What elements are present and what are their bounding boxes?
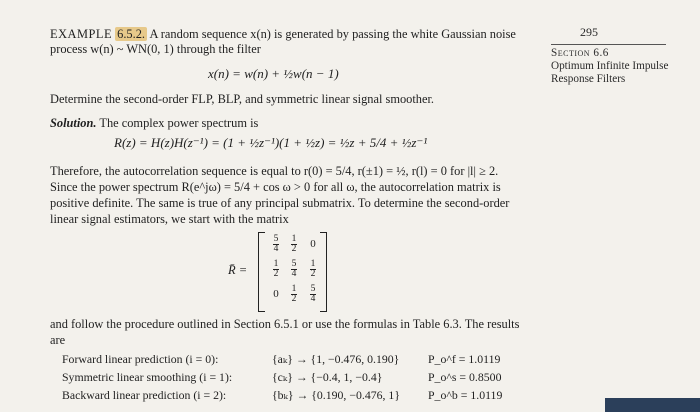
example-text-1: A random sequence x(n) is generated by passing the white Gaussian noise <box>149 27 516 41</box>
sidebar-title-2: Response Filters <box>551 73 626 85</box>
paragraph-line-3: positive definite. The same is true of any principal submatrix. To determine the second-order <box>50 196 510 210</box>
solution-label: Solution. <box>50 116 97 130</box>
result-power: P_o^s = 0.8500 <box>428 370 502 384</box>
matrix-cell: $\frac{1}{2}$ <box>273 259 279 279</box>
filter-equation: x(n) = w(n) + ½w(n − 1) <box>208 66 339 81</box>
after-line-1: and follow the procedure outlined in Section 6.5.1 or use the formulas in Table 6.3. The results <box>50 317 520 331</box>
matrix-cell: 0 <box>273 288 279 300</box>
result-coeffs: {aₖ} → {1, −0.476, 0.190} <box>272 352 400 366</box>
watermark-logo <box>605 398 700 412</box>
matrix-left-bracket <box>258 232 265 312</box>
matrix-cell: $\frac{5}{4}$ <box>273 234 279 254</box>
solution-line <box>50 116 258 131</box>
matrix-cell: $\frac{1}{2}$ <box>291 234 297 254</box>
sidebar-title-1: Optimum Infinite Impulse <box>551 60 669 72</box>
autocorrelation-matrix <box>228 232 332 312</box>
paragraph-line-1: Therefore, the autocorrelation sequence is equal to r(0) = 5/4, r(±1) = ½, r(l) = 0 for |l| ≥ 2. <box>50 164 499 178</box>
result-power: P_o^f = 1.0119 <box>428 352 501 366</box>
result-name: Symmetric linear smoothing (i = 1): <box>62 370 233 384</box>
spectrum-equation: R(z) = H(z)H(z⁻¹) = (1 + ½z⁻¹)(1 + ½z) = ½z + 5/4 + ½z⁻¹ <box>114 135 428 150</box>
sidebar-section: Section 6.6 <box>551 47 609 59</box>
result-coeffs: {cₖ} → {−0.4, 1, −0.4} <box>272 370 383 384</box>
example-label: EXAMPLE <box>50 27 113 41</box>
matrix-label: R̄ = <box>228 263 248 277</box>
matrix-cell: $\frac{5}{4}$ <box>291 259 297 279</box>
result-power: P_o^b = 1.0119 <box>428 388 503 402</box>
paragraph-line-2: Since the power spectrum R(e^jω) = 5/4 + cos ω > 0 for all ω, the autocorrelation matrix is <box>50 180 501 194</box>
matrix-cell: $\frac{1}{2}$ <box>291 284 297 304</box>
sidebar-rule <box>551 44 666 45</box>
example-line-1 <box>50 27 516 42</box>
solution-intro: The complex power spectrum is <box>99 116 259 130</box>
result-name: Backward linear prediction (i = 2): <box>62 388 227 402</box>
page-number: 295 <box>580 25 598 39</box>
matrix-cell: $\frac{1}{2}$ <box>310 259 316 279</box>
example-line-2: process w(n) ~ WN(0, 1) through the filter <box>50 42 261 56</box>
paragraph-line-4: linear signal estimators, we start with the matrix <box>50 212 289 226</box>
after-line-2: are <box>50 333 66 347</box>
matrix-cell: $\frac{5}{4}$ <box>310 284 316 304</box>
matrix-cell: 0 <box>310 238 316 250</box>
result-name: Forward linear prediction (i = 0): <box>62 352 219 366</box>
example-number: 6.5.2. <box>117 27 146 41</box>
result-coeffs: {bₖ} → {0.190, −0.476, 1} <box>272 388 400 402</box>
task-statement: Determine the second-order FLP, BLP, and symmetric linear signal smoother. <box>50 92 435 106</box>
